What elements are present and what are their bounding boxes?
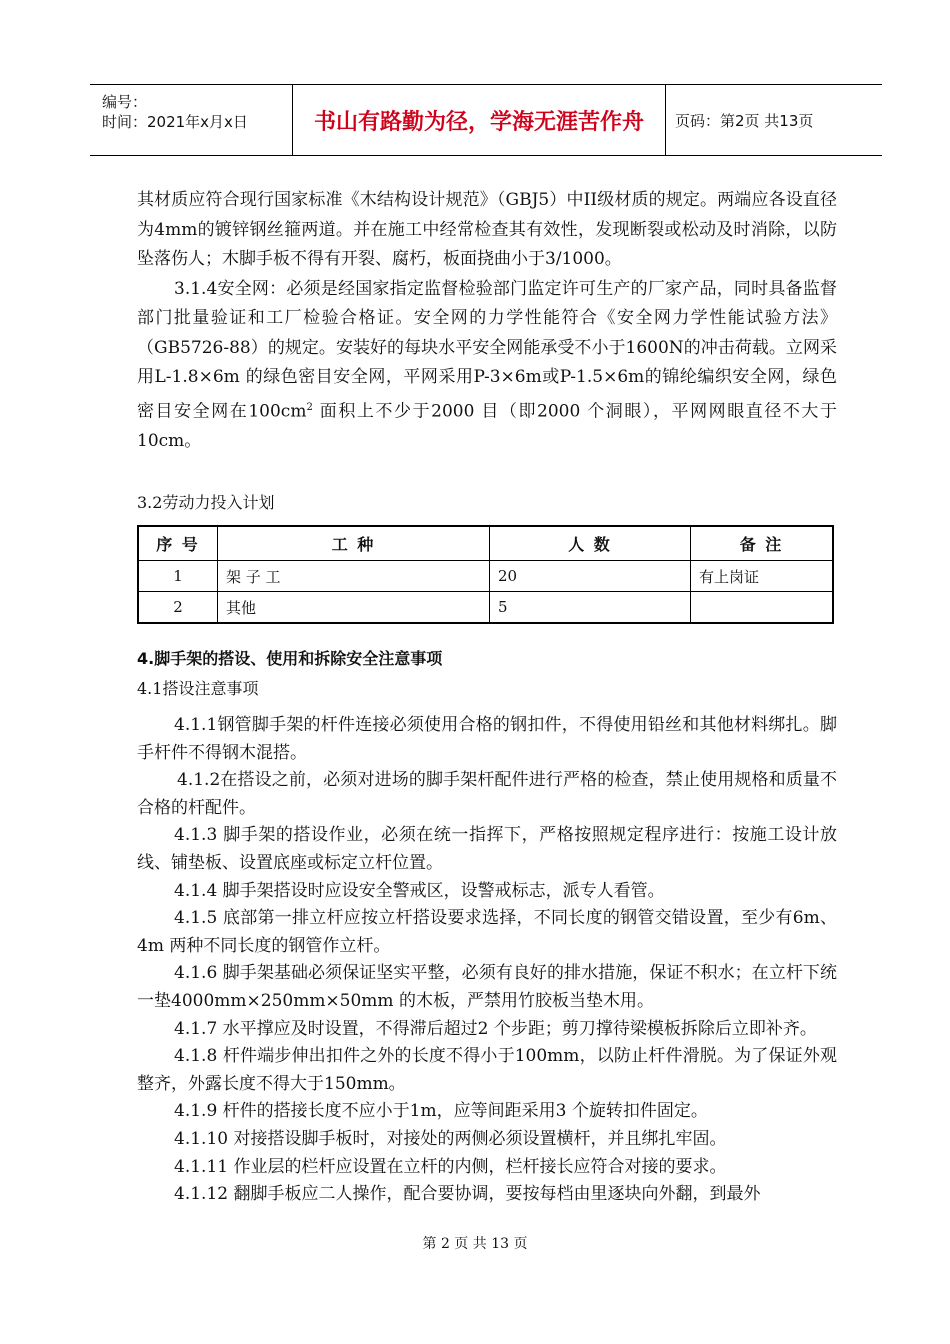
list-item: 4.1.3 脚手架的搭设作业，必须在统一指挥下，严格按照规定程序进行：按施工设计放线、铺垫板、设置底座或标定立杆位置。 bbox=[137, 825, 837, 873]
document-time-label: 时间：2021年x月x日 bbox=[102, 113, 248, 131]
table-row bbox=[138, 561, 833, 592]
paragraph: 其材质应符合现行国家标准《木结构设计规范》（GBJ5）中II级材质的规定。两端应各设直径为4mm的镀锌钢丝箍两道。并在施工中经常检查其有效性，发现断裂或松动及时消除，以防坠落伤人；木脚手板不得有开裂、腐朽，板面挠曲小于3/1000。 bbox=[137, 190, 837, 269]
header-meta bbox=[90, 85, 292, 155]
table-header-cell: 备 注 bbox=[691, 526, 834, 561]
table-cell: 1 bbox=[138, 561, 218, 592]
table-cell: 2 bbox=[138, 592, 218, 624]
items-text-block bbox=[137, 712, 837, 1209]
list-item: 4.1.2在搭设之前，必须对进场的脚手架杆配件进行严格的检查，禁止使用规格和质量不合格的杆配件。 bbox=[137, 770, 837, 818]
page-footer: 第 2 页 共 13 页 bbox=[422, 1236, 528, 1252]
document-number-label: 编号： bbox=[102, 93, 148, 111]
list-item: 4.1.11 作业层的栏杆应设置在立杆的内侧，栏杆接长应符合对接的要求。 bbox=[174, 1156, 727, 1177]
list-item: 4.1.10 对接搭设脚手板时，对接处的两侧必须设置横杆，并且绑扎牢固。 bbox=[174, 1128, 727, 1149]
labor-plan-table bbox=[137, 525, 834, 624]
list-item: 4.1.12 翻脚手板应二人操作，配合要协调，要按每档由里逐块向外翻，到最外 bbox=[174, 1184, 761, 1205]
table-header-cell: 工 种 bbox=[218, 526, 490, 561]
list-item: 4.1.1钢管脚手架的杆件连接必须使用合格的钢扣件，不得使用铅丝和其他材料绑扎。脚手杆件不得钢木混搭。 bbox=[137, 715, 837, 763]
paragraph-safety-net bbox=[137, 275, 837, 457]
table-header-row bbox=[138, 526, 833, 561]
header-motto: 书山有路勤为径，学海无涯苦作舟 bbox=[292, 85, 666, 155]
superscript: 2 bbox=[306, 401, 313, 413]
table-cell bbox=[691, 592, 834, 624]
paragraph-part: 3.1.4安全网：必须是经国家指定监督检验部门监定许可生产的厂家产品，同时具备监督部门批量验证和工厂检验合格证。安全网的力学性能符合《安全网力学性能试验方法》（GB5726-88）的规定。安装好的每块水平安全网能承受不小于1600N的冲击荷载。立网采用L-1.8×6m 的绿色密目安全网，平网采用P-3×6m或P-1.5×6m的锦纶编织安全网，绿色密目安全网在100cm bbox=[137, 278, 837, 422]
section-heading-4: 4.脚手架的搭设、使用和拆除安全注意事项 bbox=[137, 649, 443, 668]
list-item: 4.1.8 杆件端步伸出扣件之外的长度不得小于100mm，以防止杆件滑脱。为了保证外观整齐，外露长度不得大于150mm。 bbox=[137, 1046, 837, 1094]
list-item: 4.1.4 脚手架搭设时应设安全警戒区，设警戒标志，派专人看管。 bbox=[174, 880, 665, 901]
table-cell: 5 bbox=[490, 592, 691, 624]
paragraph-part: 面积上不少于2000 目（即2000 个洞眼），平网网眼直径不大于10cm。 bbox=[137, 401, 837, 451]
page-header bbox=[90, 84, 882, 156]
list-item: 4.1.7 水平撑应及时设置，不得滞后超过2 个步距；剪刀撑待梁模板拆除后立即补齐。 bbox=[174, 1018, 817, 1039]
section-heading-3-2: 3.2劳动力投入计划 bbox=[137, 493, 275, 512]
table-row bbox=[138, 592, 833, 624]
table-header-cell: 序 号 bbox=[138, 526, 218, 561]
list-item: 4.1.9 杆件的搭接长度不应小于1m，应等间距采用3 个旋转扣件固定。 bbox=[174, 1101, 708, 1122]
table-header-cell: 人 数 bbox=[490, 526, 691, 561]
intro-text-block bbox=[137, 186, 837, 456]
table-cell: 有上岗证 bbox=[691, 561, 834, 592]
list-item: 4.1.5 底部第一排立杆应按立杆搭设要求选择，不同长度的钢管交错设置，至少有6m、4m 两种不同长度的钢管作立杆。 bbox=[137, 908, 837, 956]
table-cell: 架 子 工 bbox=[218, 561, 490, 592]
table-cell: 其他 bbox=[218, 592, 490, 624]
table-cell: 20 bbox=[490, 561, 691, 592]
list-item: 4.1.6 脚手架基础必须保证坚实平整，必须有良好的排水措施，保证不积水；在立杆下统一垫4000mm×250mm×50mm 的木板，严禁用竹胶板当垫木用。 bbox=[137, 963, 837, 1011]
header-page-label: 页码：第2页 共13页 bbox=[675, 111, 814, 130]
section-heading-4-1: 4.1搭设注意事项 bbox=[137, 679, 259, 698]
